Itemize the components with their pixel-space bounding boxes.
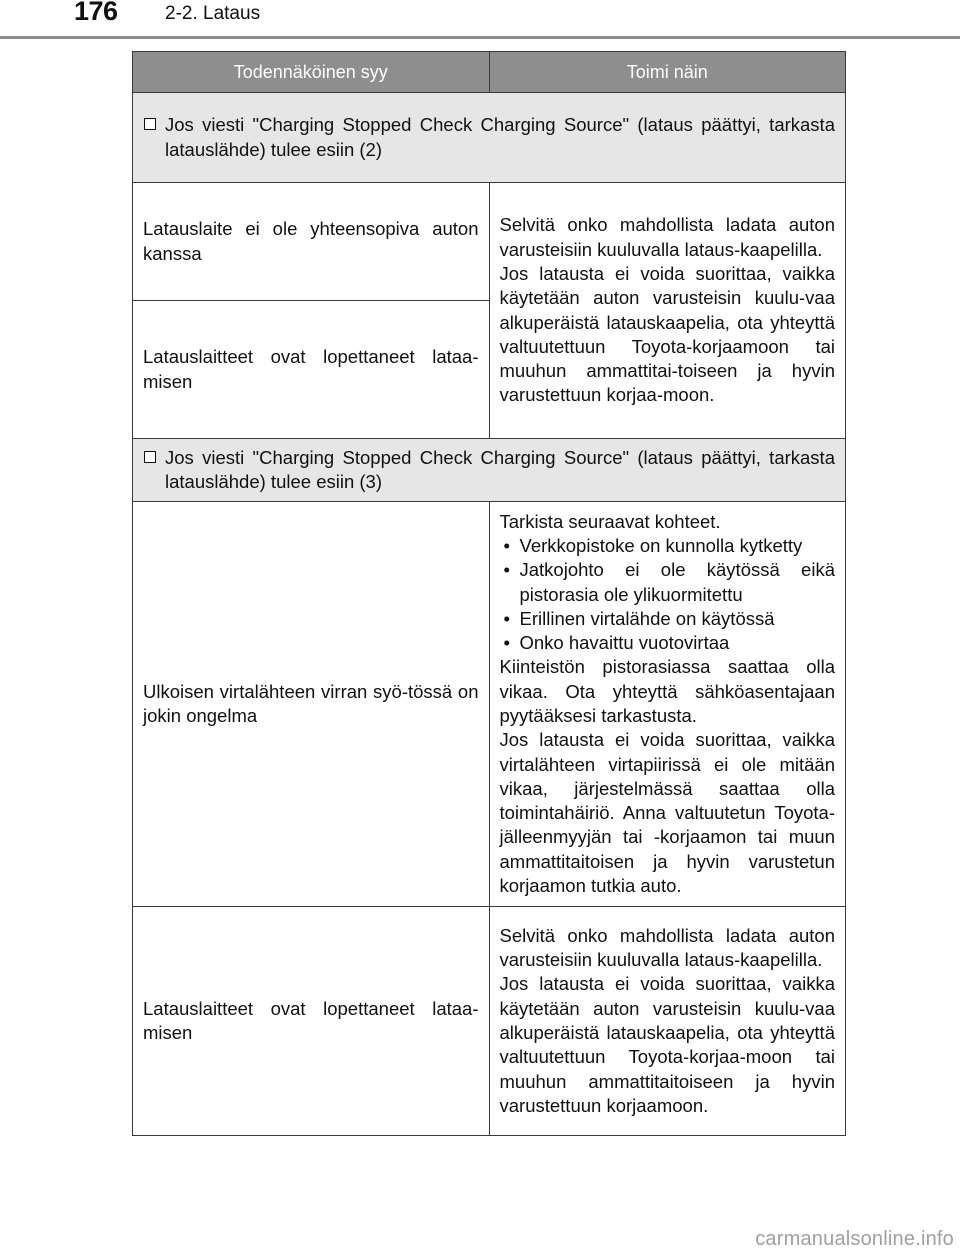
checkbox-icon — [144, 118, 156, 130]
table-row — [133, 183, 846, 301]
group-heading-text: Jos viesti "Charging Stopped Check Charging Source" (lataus päättyi, tarkasta latauslähde) tulee esiin (2) — [165, 114, 835, 160]
action-text: Selvitä onko mahdollista ladata auton varusteisiin kuuluvalla lataus-kaapelilla. Jos latausta ei voida suorittaa, vaikka käytetään auton varusteisin kuulu-vaa alkuperäistä latauskaapelia, ota yhteyttä valtuutettuun Toyota-korjaamoon tai muuhun ammattitai-toiseen ja hyvin varustettuun korjaa-moon. — [499, 214, 835, 406]
column-header-cause: Todennäköinen syy — [133, 52, 490, 93]
cause-cell: Latauslaitteet ovat lopettaneet lataa-misen — [133, 907, 490, 1136]
column-header-action: Toimi näin — [489, 52, 846, 93]
list-item: • Erillinen virtalähde on käytössä — [500, 607, 836, 631]
group-heading-cell — [133, 93, 846, 183]
action-cell — [489, 183, 846, 439]
list-item: • Onko havaittu vuotovirtaa — [500, 631, 836, 655]
action-intro: Tarkista seuraavat kohteet. — [499, 510, 721, 532]
group-heading-row — [133, 93, 846, 183]
table-header-row — [133, 52, 846, 93]
group-heading-row — [133, 439, 846, 502]
group-heading — [143, 446, 835, 495]
group-heading — [143, 113, 835, 162]
section-title: 2-2. Lataus — [165, 3, 261, 24]
action-cell — [489, 502, 846, 907]
group-heading-cell — [133, 439, 846, 502]
watermark: carmanualsonline.info — [755, 1228, 954, 1250]
checkbox-icon — [144, 451, 156, 463]
action-cell — [489, 907, 846, 1136]
cause-cell: Ulkoisen virtalähteen virran syö-tössä on jokin ongelma — [133, 502, 490, 907]
page-number: 176 — [74, 0, 118, 26]
group-heading-text: Jos viesti "Charging Stopped Check Charging Source" (lataus päättyi, tarkasta latauslähde) tulee esiin (3) — [165, 446, 835, 492]
table-row — [133, 502, 846, 907]
cause-cell: Latauslaite ei ole yhteensopiva auton kanssa — [133, 183, 490, 301]
action-text: Selvitä onko mahdollista ladata auton varusteisiin kuuluvalla lataus-kaapelilla. Jos latausta ei voida suorittaa, vaikka käytetään auton varusteisin kuulu-vaa alkuperäistä latauskaapelia, ota yhteyttä valtuutettuun Toyota-korjaa-moon tai muuhun ammattitaitoiseen ja hyvin varustettuun korjaamoon. — [499, 924, 835, 1116]
list-item: • Jatkojohto ei ole käytössä eikä pistorasia ole ylikuormitettu — [500, 558, 836, 607]
cause-cell: Latauslaitteet ovat lopettaneet lataa-misen — [133, 301, 490, 439]
action-text: Kiinteistön pistorasiassa saattaa olla vikaa. Ota yhteyttä sähköasentajaan pyytääksesi tarkastusta. Jos latausta ei voida suorittaa, vaikka virtalähteen virtapiirissä ei ole mitään vikaa, järjestelmässä saattaa olla toimintahäiriö. Anna valtuutetun Toyota-jälleenmyyjän tai -korjaamon tai muun ammattitaitoisen ja hyvin varustetun korjaamon tutkia auto. — [499, 656, 835, 897]
table-row — [133, 907, 846, 1136]
list-item: • Verkkopistoke on kunnolla kytketty — [500, 534, 836, 558]
troubleshooting-table — [132, 51, 846, 1136]
page-header — [0, 0, 960, 39]
check-list — [500, 534, 836, 655]
